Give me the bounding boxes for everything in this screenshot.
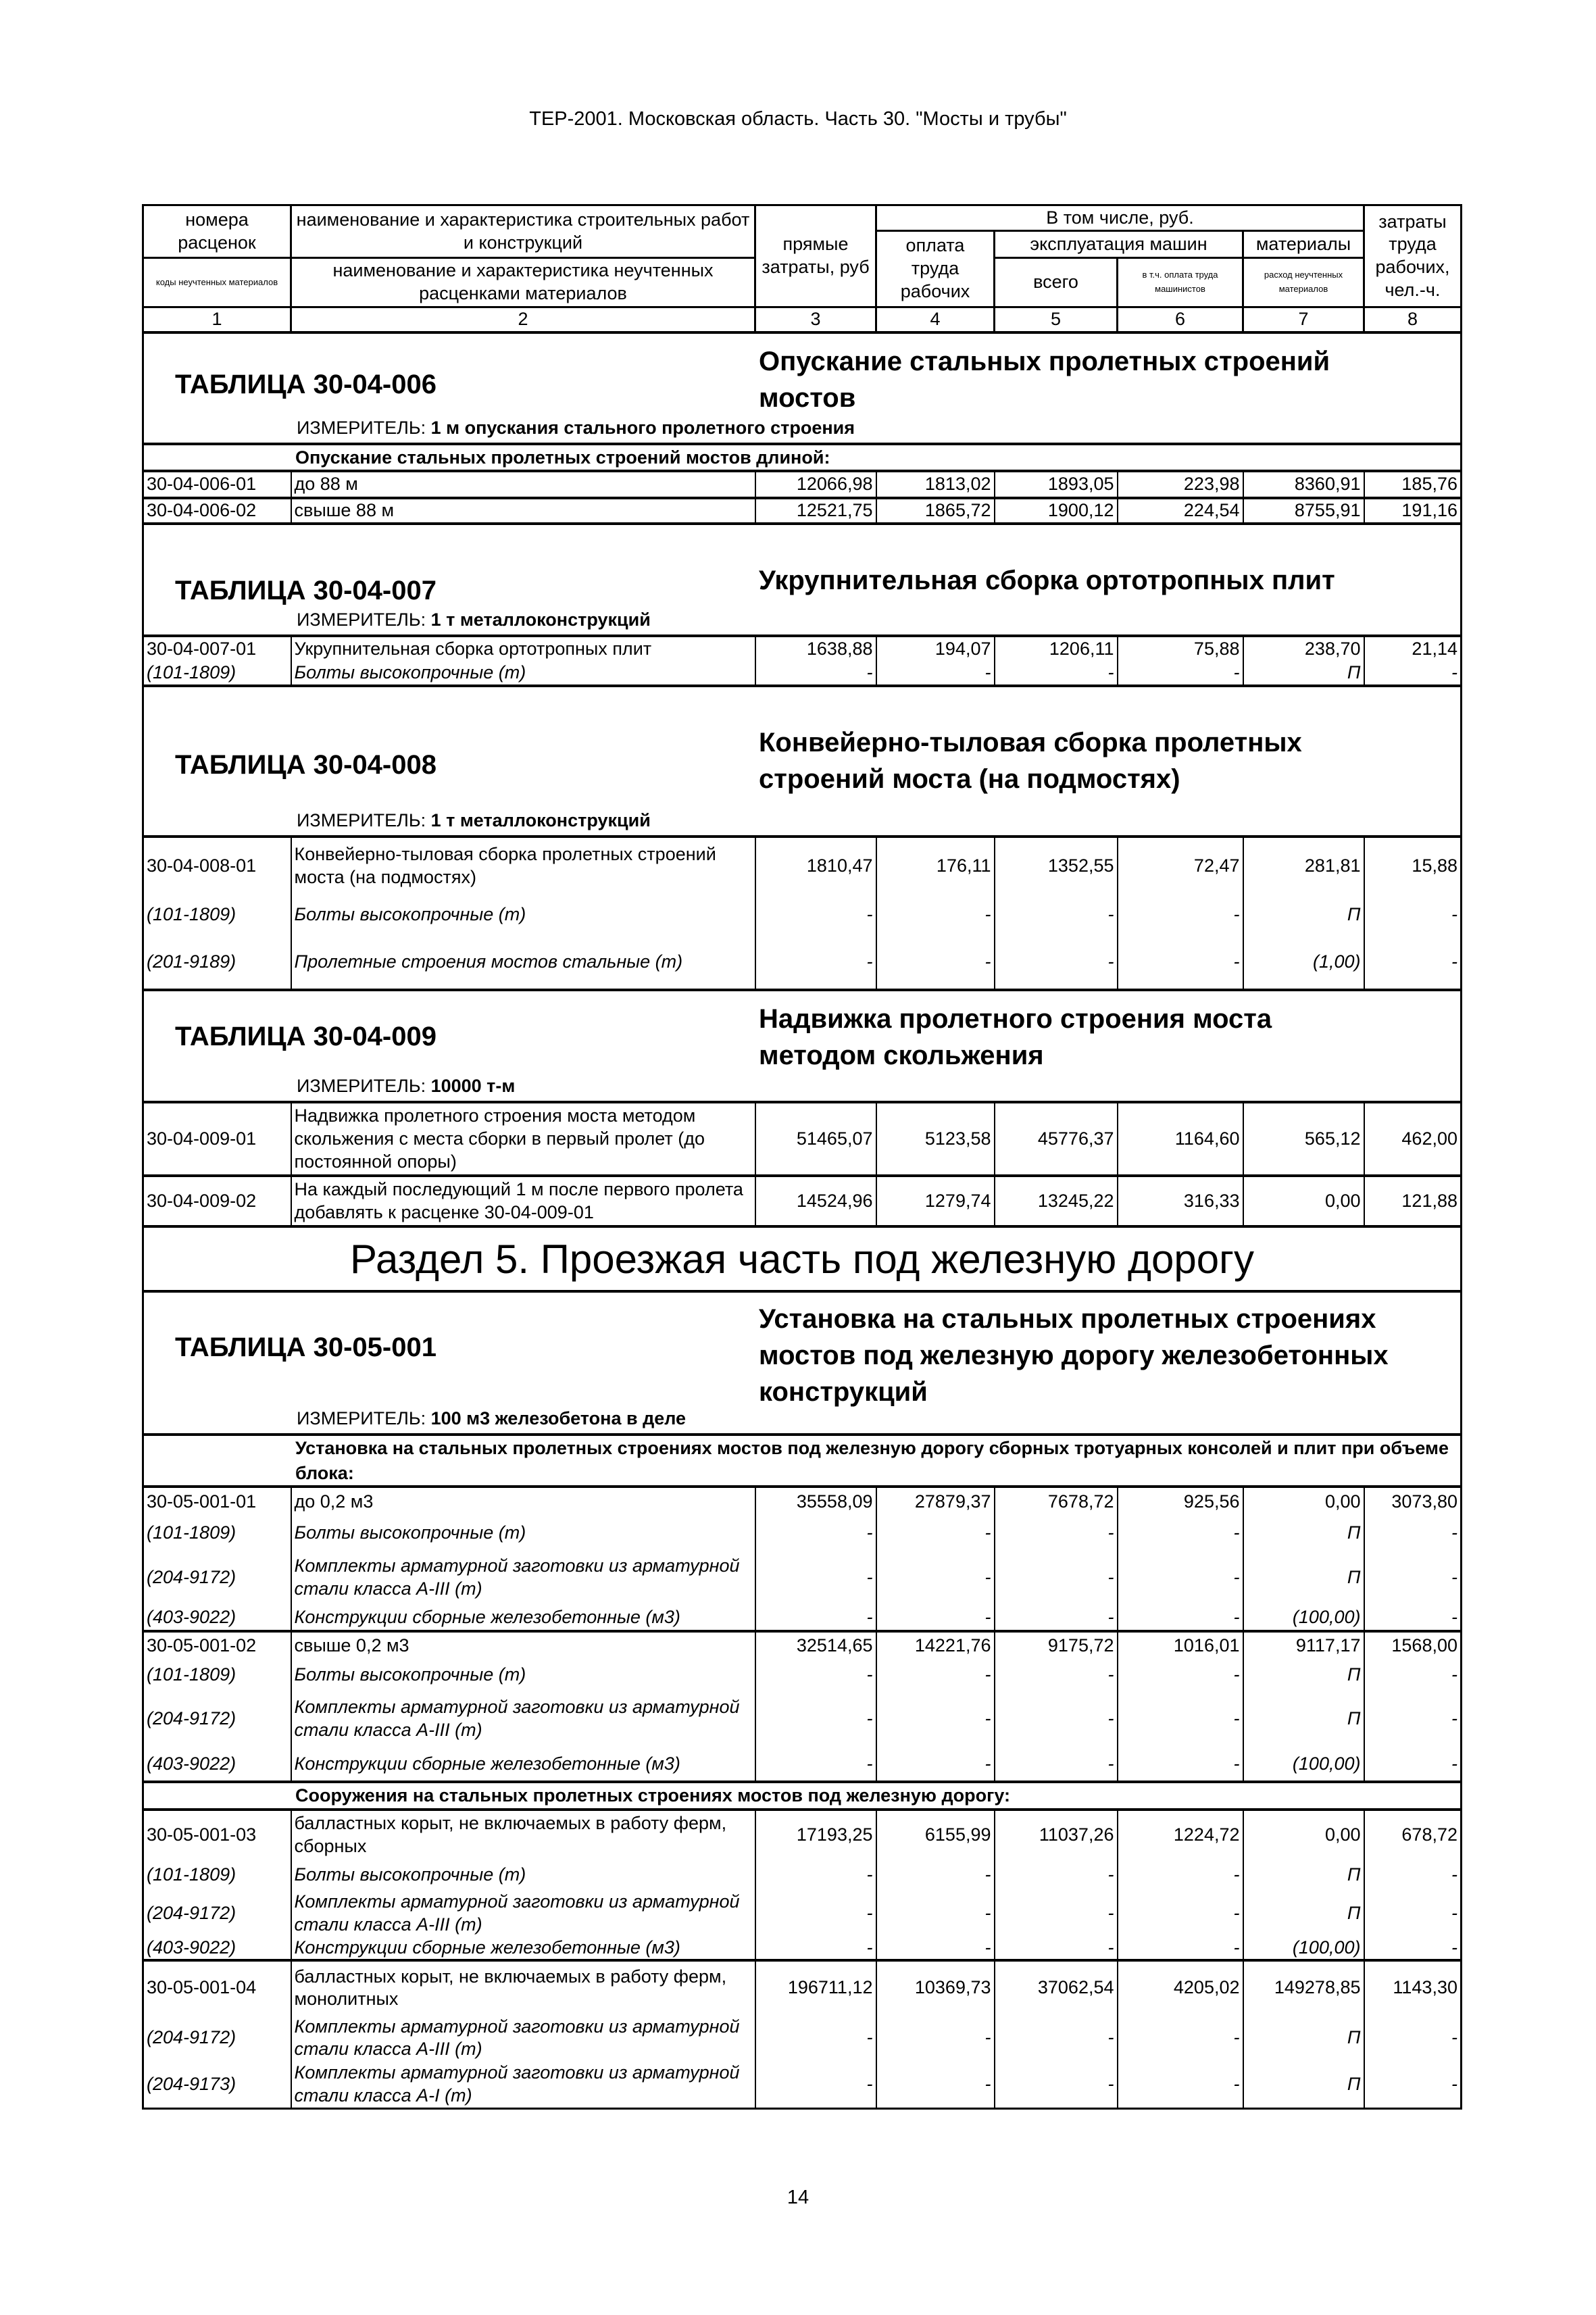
machines-total: - [995,1605,1118,1631]
machines-total: - [995,1690,1118,1747]
machinists-pay: - [1118,894,1243,935]
material-row [143,1891,1462,1937]
material-name: Пролетные строения мостов стальные (т) [291,935,755,990]
material-code: (204-9173) [143,2062,291,2108]
machinists-pay: - [1118,1891,1243,1937]
labor-hours: 15,88 [1364,837,1462,894]
table-heading [143,524,1462,636]
labor-hours: 678,72 [1364,1810,1462,1860]
machinists-pay: - [1118,2062,1243,2108]
material-name: Комплекты арматурной заготовки из арматурной стали класса А-III (т) [291,1690,755,1747]
materials: 238,70 [1243,636,1364,661]
material-name: Комплекты арматурной заготовки из арматурной стали класса А-III (т) [291,1550,755,1605]
rate-code: 30-04-008-01 [143,837,291,894]
material-row [143,1937,1462,1961]
rate-code: 30-04-009-02 [143,1176,291,1226]
machines-total: - [995,1516,1118,1550]
labor-pay: 194,07 [876,636,995,661]
header-labor-pay: оплата труда рабочих [876,231,995,307]
labor-hours: 21,14 [1364,636,1462,661]
materials: 8755,91 [1243,498,1364,524]
labor-pay: - [876,1550,995,1605]
material-code: (204-9172) [143,1550,291,1605]
header-material-name: наименование и характеристика неучтенных расценками материалов [291,258,755,307]
header-machines: эксплуатация машин [995,231,1243,258]
material-code: (204-9172) [143,1690,291,1747]
materials: 281,81 [1243,837,1364,894]
labor-hours: - [1364,894,1462,935]
materials: 565,12 [1243,1102,1364,1176]
machines-total: 7678,72 [995,1487,1118,1516]
labor-pay: - [876,2062,995,2108]
direct-costs: 35558,09 [755,1487,876,1516]
labor-hours: - [1364,1937,1462,1961]
machines-total: - [995,2014,1118,2062]
materials: 8360,91 [1243,471,1364,498]
material-code: (101-1809) [143,661,291,686]
machinists-pay: 4205,02 [1118,1960,1243,2014]
group-row [143,444,1462,471]
labor-pay: - [876,1660,995,1690]
material-code: (101-1809) [143,1860,291,1891]
machinists-pay: 224,54 [1118,498,1243,524]
machines-total: - [995,661,1118,686]
machinists-pay: - [1118,1550,1243,1605]
machines-total: 9175,72 [995,1631,1118,1660]
machinists-pay: 925,56 [1118,1487,1243,1516]
direct-costs: 14524,96 [755,1176,876,1226]
materials: П [1243,1516,1364,1550]
direct-costs: - [755,2014,876,2062]
labor-pay: 10369,73 [876,1960,995,2014]
labor-hours: - [1364,1891,1462,1937]
labor-pay: - [876,1937,995,1961]
material-name: Конструкции сборные железобетонные (м3) [291,1937,755,1961]
header-unaccounted-materials: расход неучтенных материалов [1243,258,1364,307]
group-heading: Сооружения на стальных пролетных строениях мостов под железную дорогу: [143,1782,1462,1809]
machines-total: - [995,894,1118,935]
machines-total: - [995,2062,1118,2108]
table-title: Установка на стальных пролетных строениях мостов под железную дорогу железобетонных конструкций [759,1304,1389,1408]
work-name: Надвижка пролетного строения моста методом скольжения с места сборки в первый пролет (до постоянной опоры) [291,1102,755,1176]
material-name: Комплекты арматурной заготовки из арматурной стали класса А-III (т) [291,2014,755,2062]
table-title: Укрупнительная сборка ортотропных плит [759,566,1335,596]
group-row [143,1782,1462,1809]
rate-code: 30-04-006-01 [143,471,291,498]
labor-pay: 27879,37 [876,1487,995,1516]
table-code: ТАБЛИЦА 30-05-001 [175,1333,437,1363]
machines-total: - [995,1747,1118,1782]
material-name: Болты высокопрочные (т) [291,894,755,935]
direct-costs: - [755,894,876,935]
labor-pay: - [876,1747,995,1782]
machines-total: - [995,1937,1118,1961]
measure-label: ИЗМЕРИТЕЛЬ: [297,609,431,630]
labor-pay: 1279,74 [876,1176,995,1226]
table-measure [297,417,855,440]
direct-costs: 196711,12 [755,1960,876,2014]
labor-pay: 5123,58 [876,1102,995,1176]
table-heading [143,1291,1462,1435]
machines-total: 37062,54 [995,1960,1118,2014]
direct-costs: - [755,2062,876,2108]
machines-total: 1900,12 [995,498,1118,524]
rate-row [143,1810,1462,1860]
labor-pay: - [876,661,995,686]
table-code: ТАБЛИЦА 30-04-008 [175,750,437,780]
work-name: до 0,2 м3 [291,1487,755,1516]
direct-costs: 1638,88 [755,636,876,661]
materials: (100,00) [1243,1605,1364,1631]
labor-hours: 185,76 [1364,471,1462,498]
work-name: балластных корыт, не включаемых в работу ферм, сборных [291,1810,755,1860]
machinists-pay: 1224,72 [1118,1810,1243,1860]
materials: П [1243,1860,1364,1891]
machines-total: - [995,1660,1118,1690]
table-measure [297,1075,515,1098]
materials: (1,00) [1243,935,1364,990]
rate-row [143,1960,1462,2014]
materials: (100,00) [1243,1747,1364,1782]
rate-row [143,636,1462,661]
rate-code: 30-05-001-01 [143,1487,291,1516]
machinists-pay: - [1118,1690,1243,1747]
labor-pay: 1813,02 [876,471,995,498]
materials: П [1243,661,1364,686]
machinists-pay: 1016,01 [1118,1631,1243,1660]
table-code: ТАБЛИЦА 30-04-006 [175,369,437,399]
rate-code: 30-04-009-01 [143,1102,291,1176]
material-name: Комплекты арматурной заготовки из арматурной стали класса А-III (т) [291,1891,755,1937]
column-number: 2 [291,307,755,332]
table-measure [297,609,651,632]
direct-costs: - [755,1860,876,1891]
table-code: ТАБЛИЦА 30-04-009 [175,1022,437,1052]
machines-total: - [995,1550,1118,1605]
column-number: 8 [1364,307,1462,332]
header-work-name: наименование и характеристика строительных работ и конструкций [291,205,755,258]
materials: 0,00 [1243,1487,1364,1516]
header-including: В том числе, руб. [876,205,1364,231]
material-code: (101-1809) [143,1516,291,1550]
header-labor-hours: затраты труда рабочих, чел.-ч. [1364,205,1462,307]
material-code: (403-9022) [143,1747,291,1782]
material-row [143,2062,1462,2108]
machinists-pay: - [1118,935,1243,990]
table-heading [143,990,1462,1102]
direct-costs: - [755,1660,876,1690]
direct-costs: 51465,07 [755,1102,876,1176]
machines-total: 45776,37 [995,1102,1118,1176]
materials: 9117,17 [1243,1631,1364,1660]
table-title: Конвейерно-тыловая сборка пролетных строений моста (на подмостях) [759,728,1302,795]
materials: П [1243,1660,1364,1690]
material-code: (403-9022) [143,1605,291,1631]
material-code: (204-9172) [143,1891,291,1937]
labor-hours: 191,16 [1364,498,1462,524]
material-row [143,1516,1462,1550]
labor-hours: - [1364,1550,1462,1605]
labor-pay: - [876,1860,995,1891]
labor-pay: 6155,99 [876,1810,995,1860]
machines-total: 1352,55 [995,837,1118,894]
labor-hours: - [1364,1605,1462,1631]
direct-costs: - [755,1605,876,1631]
measure-label: ИЗМЕРИТЕЛЬ: [297,1076,431,1097]
materials: П [1243,2062,1364,2108]
table-title: Надвижка пролетного строения моста методом скольжения [759,1004,1272,1071]
group-row [143,1435,1462,1487]
material-name: Болты высокопрочные (т) [291,1660,755,1690]
machinists-pay: - [1118,1747,1243,1782]
material-row [143,935,1462,990]
material-name: Конструкции сборные железобетонные (м3) [291,1747,755,1782]
machines-total: - [995,1891,1118,1937]
material-code: (201-9189) [143,935,291,990]
material-row [143,1747,1462,1782]
labor-pay: 176,11 [876,837,995,894]
direct-costs: - [755,935,876,990]
materials: 149278,85 [1243,1960,1364,2014]
work-name: до 88 м [291,471,755,498]
page-number: 14 [787,2187,809,2208]
measure-value: 1 т металлоконструкций [430,810,651,831]
direct-costs: - [755,1891,876,1937]
labor-pay: - [876,894,995,935]
work-name: Укрупнительная сборка ортотропных плит [291,636,755,661]
labor-hours: 1568,00 [1364,1631,1462,1660]
direct-costs: - [755,1937,876,1961]
direct-costs: - [755,661,876,686]
table-row [143,990,1462,1102]
material-code: (403-9022) [143,1937,291,1961]
table-row [143,1291,1462,1435]
work-name: Конвейерно-тыловая сборка пролетных строений моста (на подмостях) [291,837,755,894]
group-heading: Установка на стальных пролетных строениях мостов под железную дорогу сборных тротуарных консолей и плит при объеме блока: [143,1435,1462,1487]
machinists-pay: - [1118,1937,1243,1961]
measure-label: ИЗМЕРИТЕЛЬ: [297,418,431,438]
header-machines-total: всего [995,258,1118,307]
labor-pay: - [876,1891,995,1937]
machines-total: - [995,935,1118,990]
materials: П [1243,1690,1364,1747]
page-header: ТЕР-2001. Московская область. Часть 30. "Мосты и трубы" [529,108,1067,130]
machinists-pay: - [1118,661,1243,686]
rates-body [143,332,1462,2109]
labor-pay: - [876,2014,995,2062]
measure-value: 1 т металлоконструкций [430,609,651,630]
section-row [143,1226,1462,1291]
labor-hours: - [1364,935,1462,990]
machinists-pay: - [1118,1516,1243,1550]
table-code: ТАБЛИЦА 30-04-007 [175,576,437,606]
work-name: свыше 0,2 м3 [291,1631,755,1660]
direct-costs: - [755,1550,876,1605]
measure-label: ИЗМЕРИТЕЛЬ: [297,810,431,831]
rate-code: 30-05-001-04 [143,1960,291,2014]
header-direct-costs: прямые затраты, руб [755,205,876,307]
machinists-pay: 1164,60 [1118,1102,1243,1176]
header-machinists-pay: в т.ч. оплата труда машинистов [1118,258,1243,307]
header-material-codes: коды неучтенных материалов [143,258,291,307]
material-name: Болты высокопрочные (т) [291,661,755,686]
labor-hours: - [1364,661,1462,686]
work-name: свыше 88 м [291,498,755,524]
material-code: (204-9172) [143,2014,291,2062]
machinists-pay: 316,33 [1118,1176,1243,1226]
column-number: 5 [995,307,1118,332]
material-row [143,1550,1462,1605]
rate-row [143,471,1462,498]
labor-hours: - [1364,1747,1462,1782]
labor-hours: 3073,80 [1364,1487,1462,1516]
direct-costs: 12521,75 [755,498,876,524]
rate-row [143,1631,1462,1660]
labor-pay: - [876,1690,995,1747]
materials: (100,00) [1243,1937,1364,1961]
section-heading: Раздел 5. Проезжая часть под железную дорогу [143,1226,1462,1291]
labor-hours: 121,88 [1364,1176,1462,1226]
direct-costs: - [755,1516,876,1550]
rates-table [142,204,1462,2110]
direct-costs: 1810,47 [755,837,876,894]
rate-code: 30-04-006-02 [143,498,291,524]
rate-code: 30-05-001-02 [143,1631,291,1660]
labor-hours: 462,00 [1364,1102,1462,1176]
materials: П [1243,2014,1364,2062]
measure-value: 1 м опускания стального пролетного строения [430,418,855,438]
material-row [143,2014,1462,2062]
material-row [143,1860,1462,1891]
rate-code: 30-05-001-03 [143,1810,291,1860]
material-row [143,1690,1462,1747]
machinists-pay: 75,88 [1118,636,1243,661]
machinists-pay: - [1118,1660,1243,1690]
labor-hours: - [1364,1860,1462,1891]
labor-hours: - [1364,2014,1462,2062]
table-measure [297,810,651,832]
machinists-pay: - [1118,2014,1243,2062]
measure-value: 10000 т-м [430,1076,516,1097]
machinists-pay: - [1118,1860,1243,1891]
material-row [143,1605,1462,1631]
table-row [143,332,1462,444]
labor-hours: 1143,30 [1364,1960,1462,2014]
labor-pay: 1865,72 [876,498,995,524]
group-heading: Опускание стальных пролетных строений мостов длиной: [143,444,1462,471]
rate-row [143,1176,1462,1226]
table-heading [143,686,1462,837]
work-name: балластных корыт, не включаемых в работу ферм, монолитных [291,1960,755,2014]
material-name: Комплекты арматурной заготовки из арматурной стали класса А-I (т) [291,2062,755,2108]
direct-costs: - [755,1747,876,1782]
table-title: Опускание стальных пролетных строений мостов [759,346,1330,413]
material-row [143,661,1462,686]
material-code: (101-1809) [143,894,291,935]
material-name: Конструкции сборные железобетонные (м3) [291,1605,755,1631]
labor-pay: - [876,1516,995,1550]
rate-code: 30-04-007-01 [143,636,291,661]
rate-row [143,498,1462,524]
table-measure [297,1408,686,1430]
material-row [143,894,1462,935]
labor-pay: 14221,76 [876,1631,995,1660]
rate-row [143,1102,1462,1176]
column-number: 4 [876,307,995,332]
work-name: На каждый последующий 1 м после первого пролета добавлять к расценке 30-04-009-01 [291,1176,755,1226]
table-row [143,524,1462,636]
column-number: 7 [1243,307,1364,332]
measure-label: ИЗМЕРИТЕЛЬ: [297,1408,431,1429]
table-row [143,686,1462,837]
labor-hours: - [1364,1690,1462,1747]
column-number: 6 [1118,307,1243,332]
machines-total: 1206,11 [995,636,1118,661]
machines-total: - [995,1860,1118,1891]
machinists-pay: - [1118,1605,1243,1631]
materials: П [1243,894,1364,935]
machines-total: 11037,26 [995,1810,1118,1860]
labor-pay: - [876,935,995,990]
labor-hours: - [1364,1660,1462,1690]
header-materials: материалы [1243,231,1364,258]
materials: 0,00 [1243,1176,1364,1226]
column-number: 1 [143,307,291,332]
table-heading [143,332,1462,444]
materials: 0,00 [1243,1810,1364,1860]
labor-hours: - [1364,1516,1462,1550]
labor-hours: - [1364,2062,1462,2108]
materials: П [1243,1550,1364,1605]
material-code: (101-1809) [143,1660,291,1690]
rate-row [143,837,1462,894]
machinists-pay: 223,98 [1118,471,1243,498]
machines-total: 1893,05 [995,471,1118,498]
direct-costs: 32514,65 [755,1631,876,1660]
measure-value: 100 м3 железобетона в деле [430,1408,687,1429]
rate-row [143,1487,1462,1516]
material-row [143,1660,1462,1690]
machines-total: 13245,22 [995,1176,1118,1226]
materials: П [1243,1891,1364,1937]
labor-pay: - [876,1605,995,1631]
direct-costs: - [755,1690,876,1747]
machinists-pay: 72,47 [1118,837,1243,894]
header-rate-numbers: номера расценок [143,205,291,258]
column-number: 3 [755,307,876,332]
material-name: Болты высокопрочные (т) [291,1516,755,1550]
direct-costs: 12066,98 [755,471,876,498]
material-name: Болты высокопрочные (т) [291,1860,755,1891]
direct-costs: 17193,25 [755,1810,876,1860]
